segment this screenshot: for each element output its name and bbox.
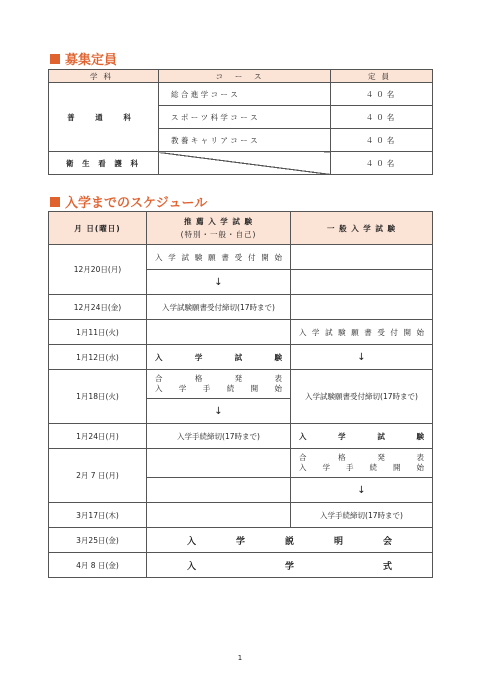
date-cell: 3月25日(金) (49, 528, 147, 553)
header-course: コース (159, 70, 331, 83)
date-cell: 1月11日(火) (49, 320, 147, 345)
header-date: 月 日(曜日) (49, 212, 147, 245)
pass-announce-text: 合格発表 (299, 453, 424, 462)
course-name: 教 養 キ ャ リ ア コ ー ス (159, 129, 331, 152)
ippan-cell: 入学試験 (291, 424, 433, 449)
date-cell: 3月17日(木) (49, 503, 147, 528)
suisen-cell: 入学試験 (147, 345, 291, 370)
square-bullet-icon (50, 197, 60, 207)
proc-start-text: 入学手続開始 (155, 384, 282, 393)
subject-general: 普 通 科 (49, 83, 159, 152)
section-title-quota (50, 49, 117, 68)
ceremony-cell: 入学式 (147, 553, 433, 578)
diagonal-cell (159, 152, 331, 175)
date-cell: 1月12日(水) (49, 345, 147, 370)
course-capacity: ４０名 (331, 129, 433, 152)
suisen-cell: 入学手続締切(17時まで) (147, 424, 291, 449)
arrow-down-icon: ↓ (291, 345, 433, 370)
arrow-down-icon: ↓ (291, 478, 433, 503)
page-number: 1 (237, 654, 243, 662)
ippan-cell: 入学試験願書受付締切(17時まで) (291, 370, 433, 424)
course-capacity: ４０名 (331, 83, 433, 106)
suisen-cell (147, 370, 291, 399)
nursing-capacity: ４０名 (331, 152, 433, 175)
header-subject: 学科 (49, 70, 159, 83)
header-ippan: 一 般 入 学 試 験 (291, 212, 433, 245)
header-suisen (147, 212, 291, 245)
ippan-cell: 入学試験願書受付開始 (291, 320, 433, 345)
briefing-cell: 入学説明会 (147, 528, 433, 553)
header-suisen-line1: 推 薦 入 学 試 験 (183, 217, 254, 226)
date-cell: 2月 7 日(月) (49, 449, 147, 503)
course-name: 総 合 進 学 コ ー ス (159, 83, 331, 106)
ippan-cell: 入学手続締切(17時まで) (291, 503, 433, 528)
ippan-cell (291, 295, 433, 320)
date-cell: 1月18日(火) (49, 370, 147, 424)
suisen-cell (147, 320, 291, 345)
suisen-cell: 入学試験願書受付締切(17時まで) (147, 295, 291, 320)
suisen-cell (147, 478, 291, 503)
arrow-down-icon: ↓ (147, 399, 291, 424)
section-title-schedule (50, 192, 207, 211)
course-name: ス ポ ー ツ 科 学 コ ー ス (159, 106, 331, 129)
pass-announce-text: 合格発表 (155, 374, 282, 383)
date-cell: 12月24日(金) (49, 295, 147, 320)
subject-nursing: 衛 生 看 護 科 (49, 152, 159, 175)
header-capacity: 定員 (331, 70, 433, 83)
quota-table (48, 69, 433, 175)
square-bullet-icon (50, 54, 60, 64)
schedule-table (48, 211, 433, 578)
proc-start-text: 入学手続開始 (299, 463, 424, 472)
suisen-cell (147, 503, 291, 528)
date-cell: 1月24日(月) (49, 424, 147, 449)
header-suisen-line2: (特別・一般・自己) (180, 230, 257, 239)
ippan-cell (291, 449, 433, 478)
course-capacity: ４０名 (331, 106, 433, 129)
suisen-cell: 入学試験願書受付開始 (147, 245, 291, 270)
suisen-cell (147, 449, 291, 478)
ippan-cell (291, 245, 433, 270)
arrow-down-icon: ↓ (147, 270, 291, 295)
section-title-text: 募集定員 (65, 53, 118, 68)
date-cell: 4月 8 日(金) (49, 553, 147, 578)
section-title-text: 入学までのスケジュール (65, 196, 208, 211)
date-cell: 12月20日(月) (49, 245, 147, 295)
ippan-cell (291, 270, 433, 295)
